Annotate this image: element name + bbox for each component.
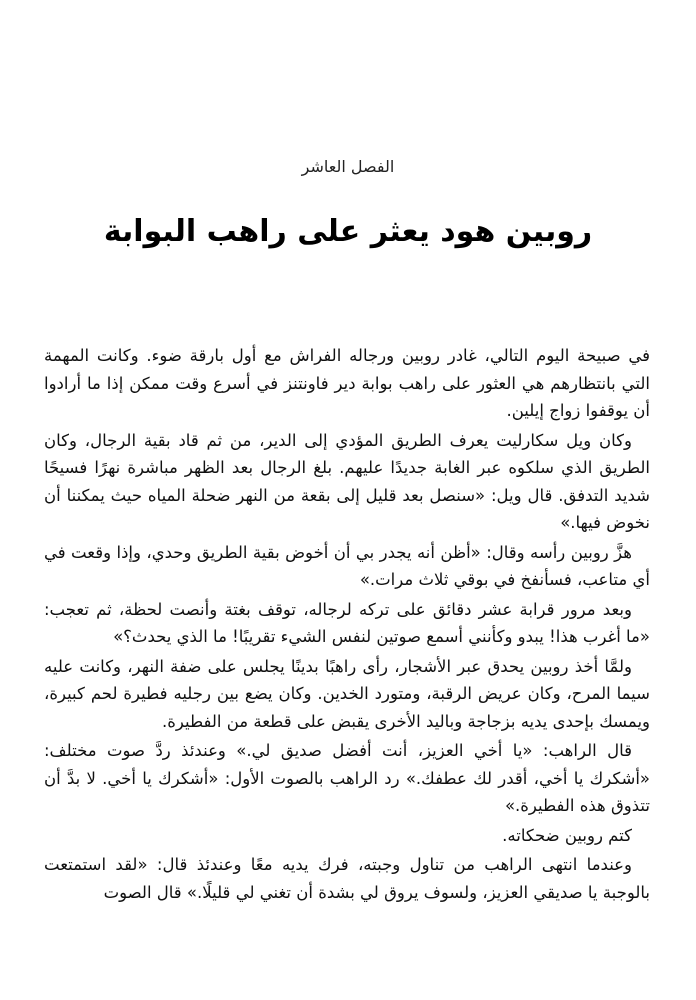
paragraph: قال الراهب: «يا أخي العزيز، أنت أفضل صديق لي.» وعندئذ ردَّ صوت مختلف: «أشكرك يا أخي، أقدر لك عطفك.» رد الراهب بالصوت الأول: «أشكرك يا أخي. لا بدَّ أن تتذوق هذه الفطيرة.» bbox=[44, 741, 650, 815]
paragraph: وكان ويل سكارليت يعرف الطريق المؤدي إلى الدير، من ثم قاد بقية الرجال، وكان الطريق الذي سلكوه عبر الغابة جديدًا عليهم. بلغ الرجال بعد الظهر مباشرة نهرًا فسيحًا شديد التدفق. قال ويل: «سنصل بعد قليل إلى بقعة من النهر ضحلة المياه حيث يمكننا أن نخوض فيها.» bbox=[44, 430, 650, 532]
paragraph: كتم روبين ضحكاته. bbox=[502, 825, 632, 845]
chapter-number: الفصل العاشر bbox=[301, 157, 395, 176]
chapter-title: روبين هود يعثر على راهب البوابة bbox=[103, 214, 593, 249]
paragraph: ولمَّا أخذ روبين يحدق عبر الأشجار، رأى راهبًا بدينًا يجلس على ضفة النهر، وكانت عليه سيما المرح، وكان عريض الرقبة، ومتورد الخدين. وكان يضع بين رجليه فطيرة لحم كبيرة، ويمسك بإحدى يديه بزجاجة وباليد الأخرى يقبض على قطعة من الفطيرة. bbox=[44, 656, 650, 731]
paragraph: وبعد مرور قرابة عشر دقائق على تركه لرجاله، توقف بغتة وأنصت لحظة، ثم تعجب: «ما أغرب هذا! يبدو وكأنني أسمع صوتين لنفس الشيء تقريبًا! ما الذي يحدث؟» bbox=[44, 599, 650, 646]
paragraph: وعندما انتهى الراهب من تناول وجبته، فرك يديه معًا وعندئذ قال: «لقد استمتعت بالوجبة يا صديقي العزيز، ولسوف يروق لي بشدة أن تغني لي قليلًا.» قال الصوت bbox=[44, 855, 650, 902]
chapter-body bbox=[44, 342, 650, 908]
paragraph: هزَّ روبين رأسه وقال: «أظن أنه يجدر بي أن أخوض بقية الطريق وحدي، وإذا وقعت في أي متاعب، فسأنفخ في بوقي ثلاث مرات.» bbox=[44, 542, 650, 589]
paragraph: في صبيحة اليوم التالي، غادر روبين ورجاله الفراش مع أول بارقة ضوء. وكانت المهمة التي بانتظارهم هي العثور على راهب بوابة دير فاونتنز في أسرع وقت ممكن إذا ما أرادوا أن يوقفوا زواج إيلين. bbox=[44, 346, 650, 420]
